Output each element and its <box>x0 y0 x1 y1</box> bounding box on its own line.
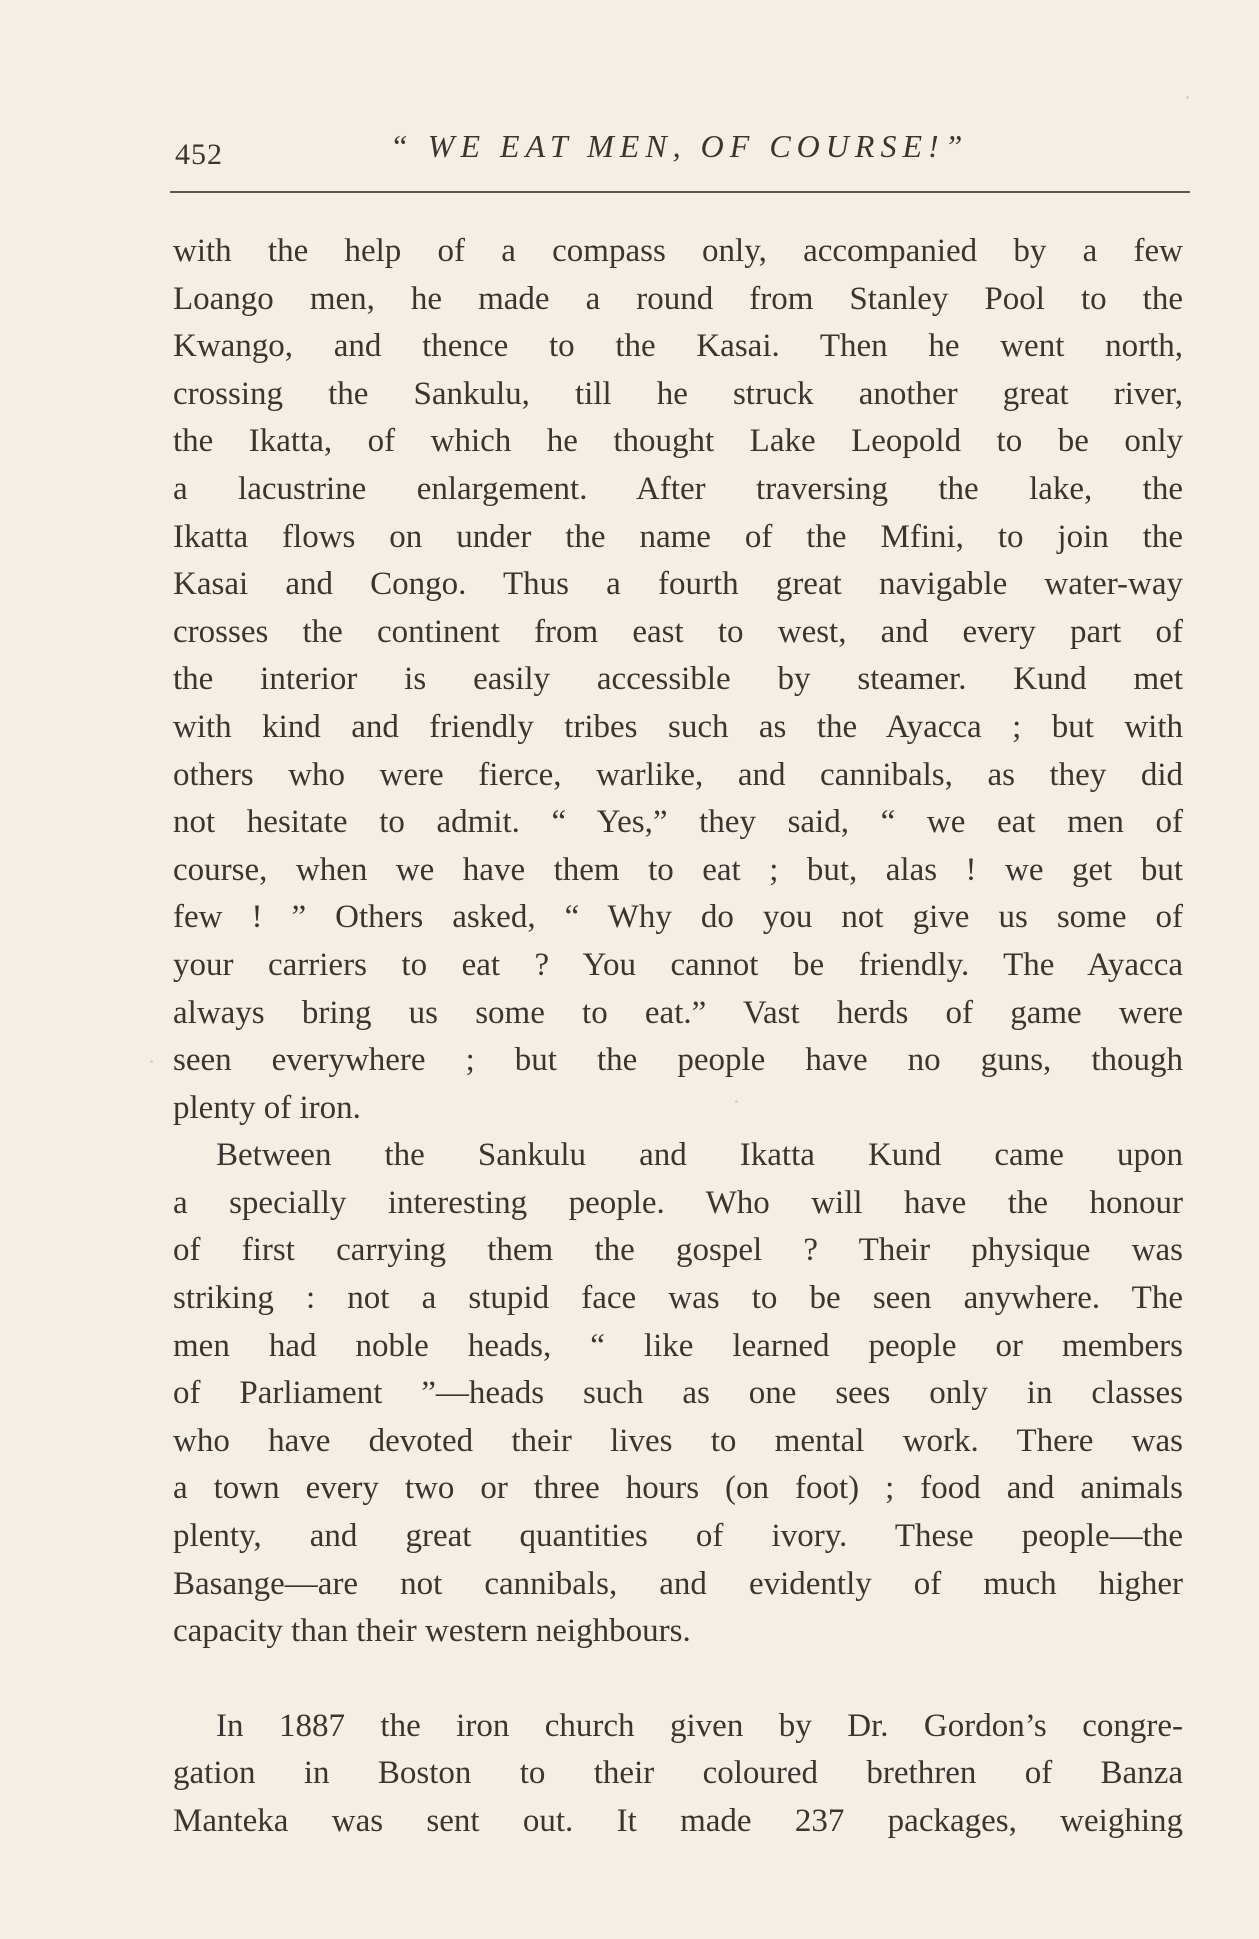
text-line: plenty of iron. <box>173 1089 361 1126</box>
text-line: who have devoted their lives to mental work. There was <box>173 1422 1183 1459</box>
text-line: a lacustrine enlargement. After traversing the lake, the <box>173 470 1183 507</box>
text-line: men had noble heads, “ like learned people or members <box>173 1327 1183 1364</box>
text-line: crossing the Sankulu, till he struck another great river, <box>173 375 1183 412</box>
text-line: a specially interesting people. Who will have the honour <box>173 1184 1183 1221</box>
text-line: Loango men, he made a round from Stanley Pool to the <box>173 280 1183 317</box>
text-line: always bring us some to eat.” Vast herds of game were <box>173 994 1183 1031</box>
text-line: plenty, and great quantities of ivory. These people—the <box>173 1518 1183 1555</box>
text-line: course, when we have them to eat ; but, alas ! we get but <box>173 851 1183 888</box>
paragraph-2 <box>173 1132 1183 1656</box>
text-line: few ! ” Others asked, “ Why do you not give us some of <box>173 899 1183 936</box>
text-line: Between the Sankulu and Ikatta Kund came upon <box>216 1137 1183 1174</box>
text-line: Ikatta flows on under the name of the Mfini, to join the <box>173 518 1183 555</box>
text-line: seen everywhere ; but the people have no guns, though <box>173 1042 1183 1079</box>
text-line: with the help of a compass only, accompanied by a few <box>173 233 1183 269</box>
paper-speck <box>1186 96 1189 99</box>
text-line: Basange—are not cannibals, and evidently of much higher <box>173 1565 1183 1602</box>
text-line: Kwango, and thence to the Kasai. Then he went north, <box>173 328 1183 365</box>
body-text <box>173 228 1183 1846</box>
text-line: gation in Boston to their coloured brethren of Banza <box>173 1755 1183 1792</box>
text-line: of first carrying them the gospel ? Their physique was <box>173 1232 1183 1269</box>
text-line: of Parliament ”—heads such as one sees only in classes <box>173 1375 1183 1412</box>
text-line: not hesitate to admit. “ Yes,” they said, “ we eat men of <box>173 804 1183 841</box>
text-line: a town every two or three hours (on foot) ; food and animals <box>173 1470 1183 1507</box>
paragraph-3 <box>173 1703 1183 1846</box>
text-line: the Ikatta, of which he thought Lake Leopold to be only <box>173 423 1183 460</box>
text-line: In 1887 the iron church given by Dr. Gordon’s congre- <box>216 1707 1183 1744</box>
section-gap <box>173 1656 1183 1703</box>
text-line: crosses the continent from east to west, and every part of <box>173 613 1183 650</box>
text-line: your carriers to eat ? You cannot be friendly. The Ayacca <box>173 946 1183 983</box>
text-line: with kind and friendly tribes such as the Ayacca ; but with <box>173 708 1183 745</box>
text-line: Kasai and Congo. Thus a fourth great navigable water-way <box>173 566 1183 603</box>
text-line: capacity than their western neighbours. <box>173 1613 691 1650</box>
text-line: striking : not a stupid face was to be seen anywhere. The <box>173 1280 1183 1317</box>
page-number: 452 <box>175 138 223 171</box>
text-line: the interior is easily accessible by steamer. Kund met <box>173 661 1183 698</box>
text-line: Manteka was sent out. It made 237 packages, weighing <box>173 1803 1183 1839</box>
text-line: others who were fierce, warlike, and cannibals, as they did <box>173 756 1183 793</box>
paper-speck <box>735 1100 738 1103</box>
header-rule <box>170 191 1190 193</box>
paper-speck <box>150 1060 153 1063</box>
page-header <box>170 128 1190 178</box>
running-head: “ WE EAT MEN, OF COURSE!” <box>390 128 969 164</box>
paragraph-1 <box>173 228 1183 1132</box>
